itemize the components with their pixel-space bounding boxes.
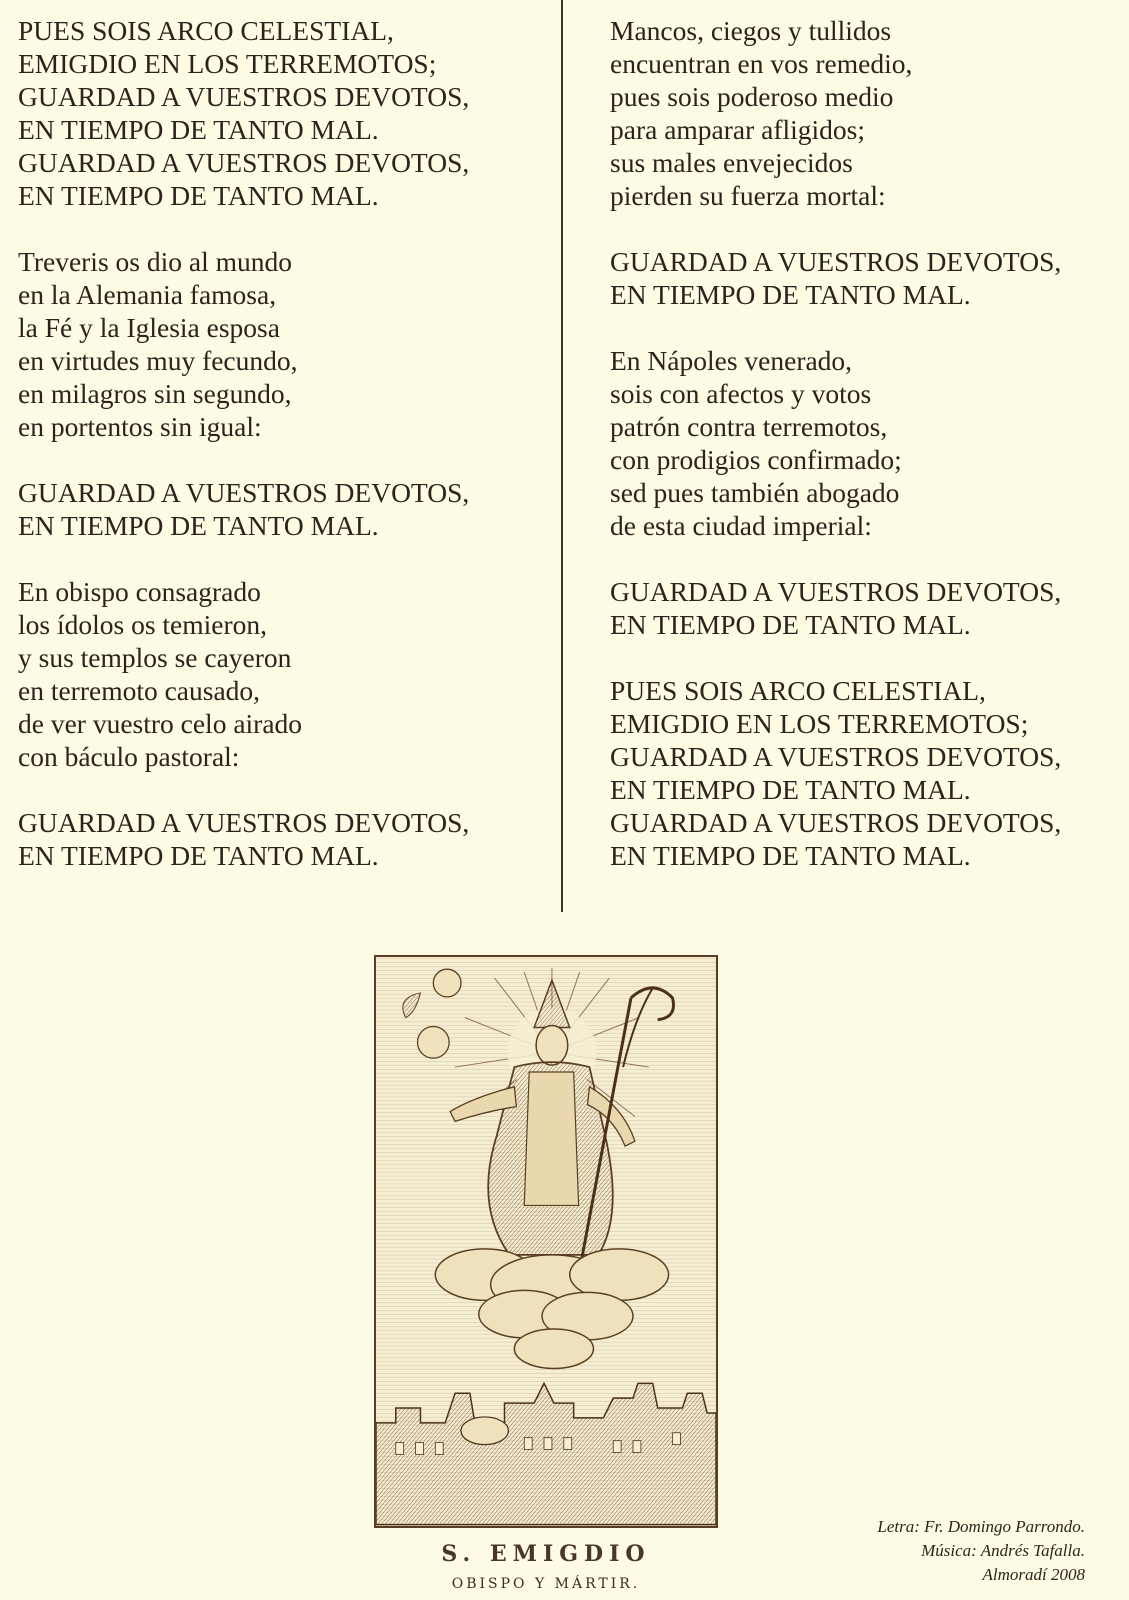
engraving-title: S. EMIGDIO [441,1541,651,1567]
verse-line: en la Alemania famosa, [18,279,277,310]
verse-line: encuentran en vos remedio, [610,48,913,79]
verse-line: Mancos, ciegos y tullidos [610,15,892,46]
engraving-subtitle: OBISPO Y MÁRTIR. [451,1576,641,1592]
stanza [610,344,1061,542]
verse-line: patrón contra terremotos, [610,411,888,442]
verse-line: en virtudes muy fecundo, [18,345,298,376]
verse-line: de ver vuestro celo airado [18,708,303,739]
stanza [18,806,469,872]
verse-line: PUES SOIS ARCO CELESTIAL, [610,675,986,706]
column-divider [561,0,563,912]
verse-line: en milagros sin segundo, [18,378,292,409]
verse-line: EMIGDIO EN LOS TERREMOTOS; [18,48,437,79]
place-year-credit: Almoradí 2008 [982,1565,1085,1584]
verse-line: sois con afectos y votos [610,378,872,409]
verse-line: pierden su fuerza mortal: [610,180,886,211]
verse-line: sus males envejecidos [610,147,853,178]
verse-line: en terremoto causado, [18,675,261,706]
verse-line: EN TIEMPO DE TANTO MAL. [18,840,379,871]
left-column [18,14,469,905]
music-credit: Música: Andrés Tafalla. [921,1541,1085,1560]
verse-line: EN TIEMPO DE TANTO MAL. [610,774,971,805]
verse-line: la Fé y la Iglesia esposa [18,312,280,343]
verse-line: EN TIEMPO DE TANTO MAL. [18,180,379,211]
credits [877,1515,1085,1587]
stanza [18,245,469,443]
verse-line: GUARDAD A VUESTROS DEVOTOS, [610,807,1062,838]
right-column [610,14,1061,905]
saint-emigdio-engraving [374,955,718,1528]
verse-line: GUARDAD A VUESTROS DEVOTOS, [610,246,1062,277]
verse-line: GUARDAD A VUESTROS DEVOTOS, [18,81,470,112]
verse-line: sed pues también abogado [610,477,900,508]
verse-line: EN TIEMPO DE TANTO MAL. [18,510,379,541]
verse-line: pues sois poderoso medio [610,81,894,112]
stanza [18,14,469,212]
verse-line: PUES SOIS ARCO CELESTIAL, [18,15,394,46]
verse-line: EN TIEMPO DE TANTO MAL. [610,279,971,310]
verse-line: GUARDAD A VUESTROS DEVOTOS, [18,807,470,838]
verse-line: GUARDAD A VUESTROS DEVOTOS, [610,576,1062,607]
verse-line: Treveris os dio al mundo [18,246,292,277]
verse-line: EN TIEMPO DE TANTO MAL. [18,114,379,145]
stanza [18,575,469,773]
verse-line: En Nápoles venerado, [610,345,853,376]
verse-line: EN TIEMPO DE TANTO MAL. [610,840,971,871]
verse-line: los ídolos os temieron, [18,609,268,640]
stanza [610,674,1061,872]
verse-line: GUARDAD A VUESTROS DEVOTOS, [18,147,470,178]
verse-line: con prodigios confirmado; [610,444,902,475]
stanza [18,476,469,542]
verse-line: y sus templos se cayeron [18,642,292,673]
verse-line: para amparar afligidos; [610,114,866,145]
stanza [610,245,1061,311]
stanza [610,575,1061,641]
verse-line: de esta ciudad imperial: [610,510,872,541]
lyrics-credit: Letra: Fr. Domingo Parrondo. [877,1517,1085,1536]
verse-line: con báculo pastoral: [18,741,240,772]
verse-line: EN TIEMPO DE TANTO MAL. [610,609,971,640]
verse-line: en portentos sin igual: [18,411,262,442]
verse-line: GUARDAD A VUESTROS DEVOTOS, [18,477,470,508]
verse-line: En obispo consagrado [18,576,261,607]
verse-line: EMIGDIO EN LOS TERREMOTOS; [610,708,1029,739]
stanza [610,14,1061,212]
verse-line: GUARDAD A VUESTROS DEVOTOS, [610,741,1062,772]
